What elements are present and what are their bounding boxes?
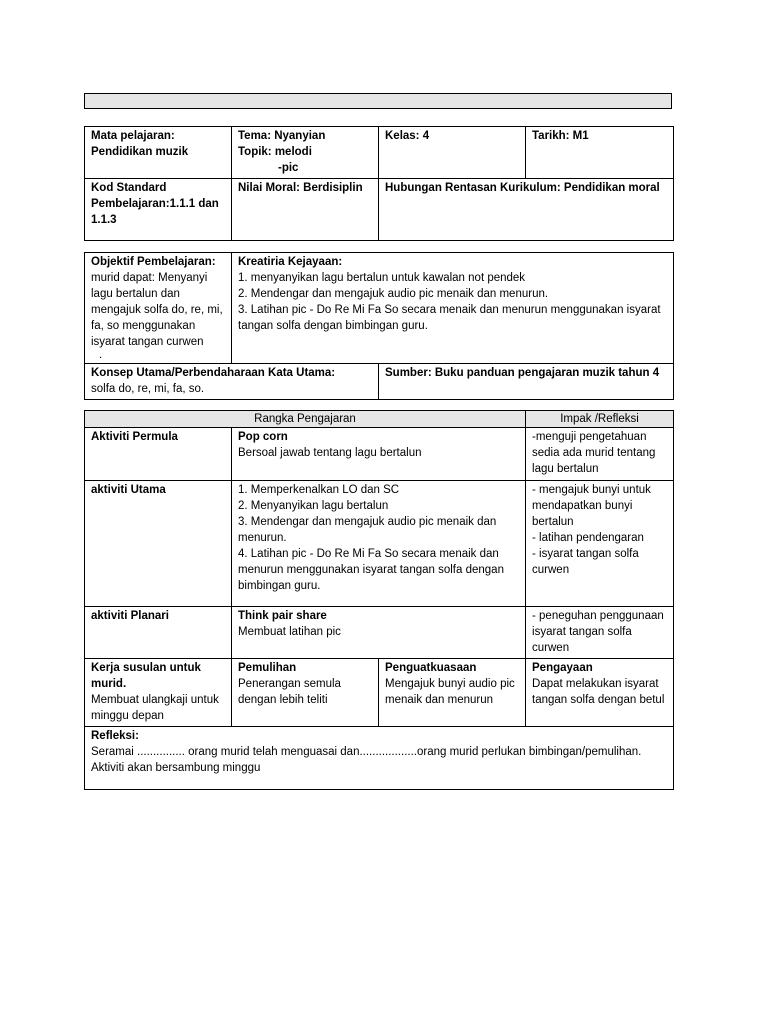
nilai-moral-text: Nilai Moral: Berdisiplin <box>238 182 363 194</box>
planari-impak: - peneguhan penggunaan isyarat tangan solfa curwen <box>532 610 664 654</box>
objektif-cell <box>85 253 232 364</box>
utama-impak-item: - isyarat tangan solfa curwen <box>532 548 639 576</box>
kriteria-item: 2. Mendengar dan mengajuk audio pic menaik dan menurun. <box>238 288 549 300</box>
planari-title: Think pair share <box>238 610 327 622</box>
kelas-text: Kelas: 4 <box>385 130 430 142</box>
objektif-table <box>84 252 674 400</box>
rangka-table <box>84 410 674 790</box>
sumber-cell <box>379 364 674 400</box>
tarikh-cell <box>526 127 674 179</box>
planari-label-cell <box>85 607 232 659</box>
kelas-cell <box>379 127 526 179</box>
objektif-label: Objektif Pembelajaran: <box>91 256 216 268</box>
topik-sub-text: -pic <box>278 162 299 174</box>
kriteria-label: Kreatiria Kejayaan: <box>238 256 343 268</box>
pemulihan-cell <box>232 659 379 727</box>
info-table <box>84 126 674 241</box>
kriteria-cell <box>232 253 674 364</box>
refleksi-label: Refleksi: <box>91 730 139 742</box>
permula-impak-cell <box>526 428 674 481</box>
pengayaan-text: Dapat melakukan isyarat tangan solfa dengan betul <box>532 678 665 706</box>
tema-cell <box>232 127 379 179</box>
refleksi-cell <box>85 727 674 790</box>
permula-title: Pop corn <box>238 431 288 443</box>
objektif-dot: . <box>99 349 103 361</box>
objektif-text: murid dapat: Menyanyi lagu bertalun dan mengajuk solfa do, re, mi, fa, so menggunakan isyarat tangan curwen <box>91 272 223 348</box>
konsep-cell <box>85 364 379 400</box>
utama-impak-item: - mengajuk bunyi untuk mendapatkan bunyi bertalun <box>532 484 651 528</box>
planari-text: Membuat latihan pic <box>238 626 341 638</box>
header-bar <box>84 93 672 109</box>
rangka-header <box>85 411 526 428</box>
utama-impak-item: - latihan pendengaran <box>532 532 644 544</box>
utama-label-cell <box>85 481 232 607</box>
planari-impak-cell <box>526 607 674 659</box>
susulan-cell <box>85 659 232 727</box>
permula-text: Bersoal jawab tentang lagu bertalun <box>238 447 422 459</box>
pemulihan-label: Pemulihan <box>238 662 297 674</box>
planari-content-cell <box>232 607 526 659</box>
utama-item: 4. Latihan pic - Do Re Mi Fa So secara menaik dan menurun menggunakan isyarat tangan solfa dengan bimbingan guru. <box>238 548 504 592</box>
planari-label: aktiviti Planari <box>91 610 169 622</box>
nilai-moral-cell <box>232 179 379 241</box>
kod-standard-cell <box>85 179 232 241</box>
utama-label: aktiviti Utama <box>91 484 166 496</box>
topik-text: Topik: melodi <box>238 146 312 158</box>
konsep-label: Konsep Utama/Perbendaharaan Kata Utama: <box>91 367 336 379</box>
permula-content-cell <box>232 428 526 481</box>
pengayaan-label: Pengayaan <box>532 662 593 674</box>
utama-item: 2. Menyanyikan lagu bertalun <box>238 500 389 512</box>
permula-label: Aktiviti Permula <box>91 431 178 443</box>
mata-pelajaran-value: Pendidikan muzik <box>91 146 189 158</box>
permula-impak: -menguji pengetahuan sedia ada murid tentang lagu bertalun <box>532 431 656 475</box>
tarikh-text: Tarikh: M1 <box>532 130 589 142</box>
hubungan-text: Hubungan Rentasan Kurikulum: Pendidikan moral <box>385 182 660 194</box>
permula-label-cell <box>85 428 232 481</box>
mata-pelajaran-label: Mata pelajaran: <box>91 130 175 142</box>
kriteria-item: 1. menyanyikan lagu bertalun untuk kawalan not pendek <box>238 272 526 284</box>
mata-pelajaran-cell <box>85 127 232 179</box>
impak-header <box>526 411 674 428</box>
kriteria-item: 3. Latihan pic - Do Re Mi Fa So secara menaik dan menurun menggunakan isyarat tangan solfa dengan bimbingan guru. <box>238 304 661 332</box>
pengukuhan-label: Penguatkuasaan <box>385 662 477 674</box>
pengukuhan-cell <box>379 659 526 727</box>
pengukuhan-text: Mengajuk bunyi audio pic menaik dan menurun <box>385 678 515 706</box>
tema-text: Tema: Nyanyian <box>238 130 326 142</box>
pengayaan-cell <box>526 659 674 727</box>
utama-impak-cell <box>526 481 674 607</box>
rangka-header-text: Rangka Pengajaran <box>254 413 356 425</box>
susulan-text: Membuat ulangkaji untuk minggu depan <box>91 694 219 722</box>
hubungan-cell <box>379 179 674 241</box>
pemulihan-text: Penerangan semula dengan lebih teliti <box>238 678 341 706</box>
impak-header-text: Impak /Refleksi <box>560 413 639 425</box>
kod-standard-text: Kod Standard Pembelajaran:1.1.1 dan 1.1.3 <box>91 182 219 226</box>
refleksi-line-2: Aktiviti akan bersambung minggu <box>91 762 261 774</box>
utama-item: 3. Mendengar dan mengajuk audio pic menaik dan menurun. <box>238 516 497 544</box>
refleksi-line-1: Seramai ............... orang murid telah menguasai dan..................orang murid perlukan bimbingan/pemulihan. <box>91 746 642 758</box>
konsep-text: solfa do, re, mi, fa, so. <box>91 383 205 395</box>
sumber-text: Sumber: Buku panduan pengajaran muzik tahun 4 <box>385 367 660 379</box>
susulan-label: Kerja susulan untuk murid. <box>91 662 201 690</box>
utama-content-cell <box>232 481 526 607</box>
utama-item: 1. Memperkenalkan LO dan SC <box>238 484 400 496</box>
